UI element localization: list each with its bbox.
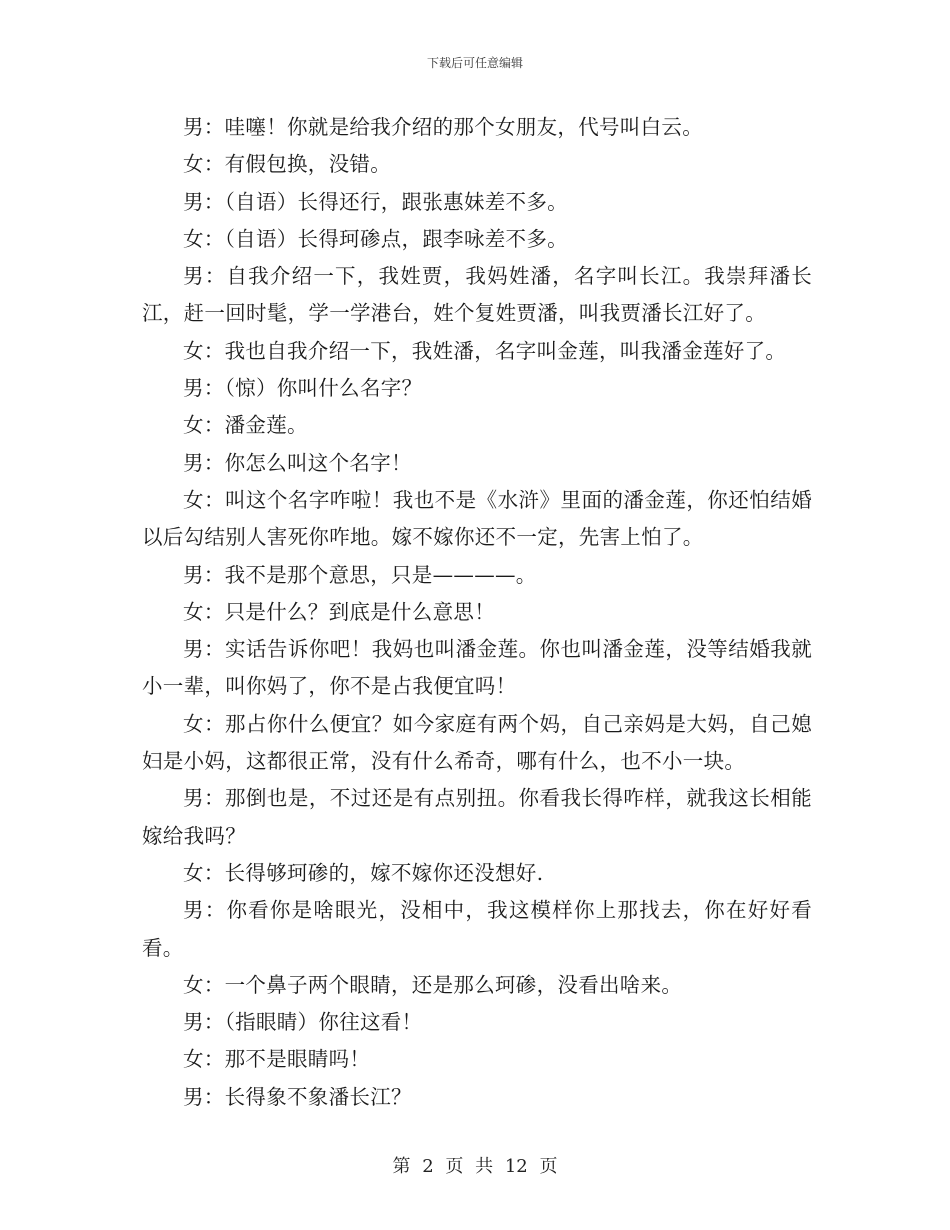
dialogue-line: 女：那占你什么便宜？如今家庭有两个妈，自己亲妈是大妈，自己媳妇是小妈，这都很正常，没有什么希奇，哪有什么，也不小一块。 [142,711,812,774]
dialogue-line: 男：（惊）你叫什么名字？ [183,376,423,401]
dialogue-line: 女：长得够珂碜的，嫁不嫁你还没想好. [183,860,544,885]
dialogue-line: 男：（指眼睛）你往这看！ [183,1010,423,1035]
dialogue-line: 男：你看你是啥眼光，没相中，我这模样你上那找去，你在好好看看。 [142,898,812,960]
page-header: 下载后可任意编辑 [426,56,523,70]
dialogue-line: 女：潘金莲。 [183,413,308,438]
dialogue-line: 男：实话告诉你吧！我妈也叫潘金莲。你也叫潘金莲，没等结婚我就小一辈，叫你妈了，你不是占我便宜吗！ [142,637,812,699]
dialogue-line: 男：那倒也是，不过还是有点别扭。你看我长得咋样，就我这长相能嫁给我吗？ [142,786,812,848]
dialogue-line: 女：有假包换，没错。 [183,152,391,177]
dialogue-line: 女：那不是眼睛吗！ [183,1047,371,1072]
dialogue-line: 男：（自语）长得还行，跟张惠妹差不多。 [183,189,568,214]
dialogue-line: 女：叫这个名字咋啦！我也不是《水浒》里面的潘金莲，你还怕结婚以后勾结别人害死你咋地。嫁不嫁你还不一定，先害上怕了。 [142,487,812,550]
dialogue-line: 男：自我介绍一下，我姓贾，我妈姓潘，名字叫长江。我崇拜潘长江，赶一回时髦，学一学港台，姓个复姓贾潘，叫我贾潘长江好了。 [142,264,812,326]
dialogue-line: 男：我不是那个意思，只是————。 [183,562,537,587]
dialogue-line: 男：你怎么叫这个名字！ [183,450,412,475]
dialogue-line: 女：我也自我介绍一下，我姓潘，名字叫金莲，叫我潘金莲好了。 [183,338,787,363]
dialogue-line: 女：只是什么？到底是什么意思！ [183,599,495,624]
dialogue-line: 男：哇噻！你就是给我介绍的那个女朋友，代号叫白云。 [183,115,703,139]
dialogue-line: 男：长得象不象潘长江？ [183,1084,412,1109]
dialogue-line: 女：（自语）长得珂碜点，跟李咏差不多。 [183,226,568,251]
dialogue-line: 女：一个鼻子两个眼睛，还是那么珂碜，没看出啥来。 [183,972,683,997]
page-number: 第 2 页 共 12 页 [392,1156,558,1177]
dialogue-body [142,109,812,1116]
